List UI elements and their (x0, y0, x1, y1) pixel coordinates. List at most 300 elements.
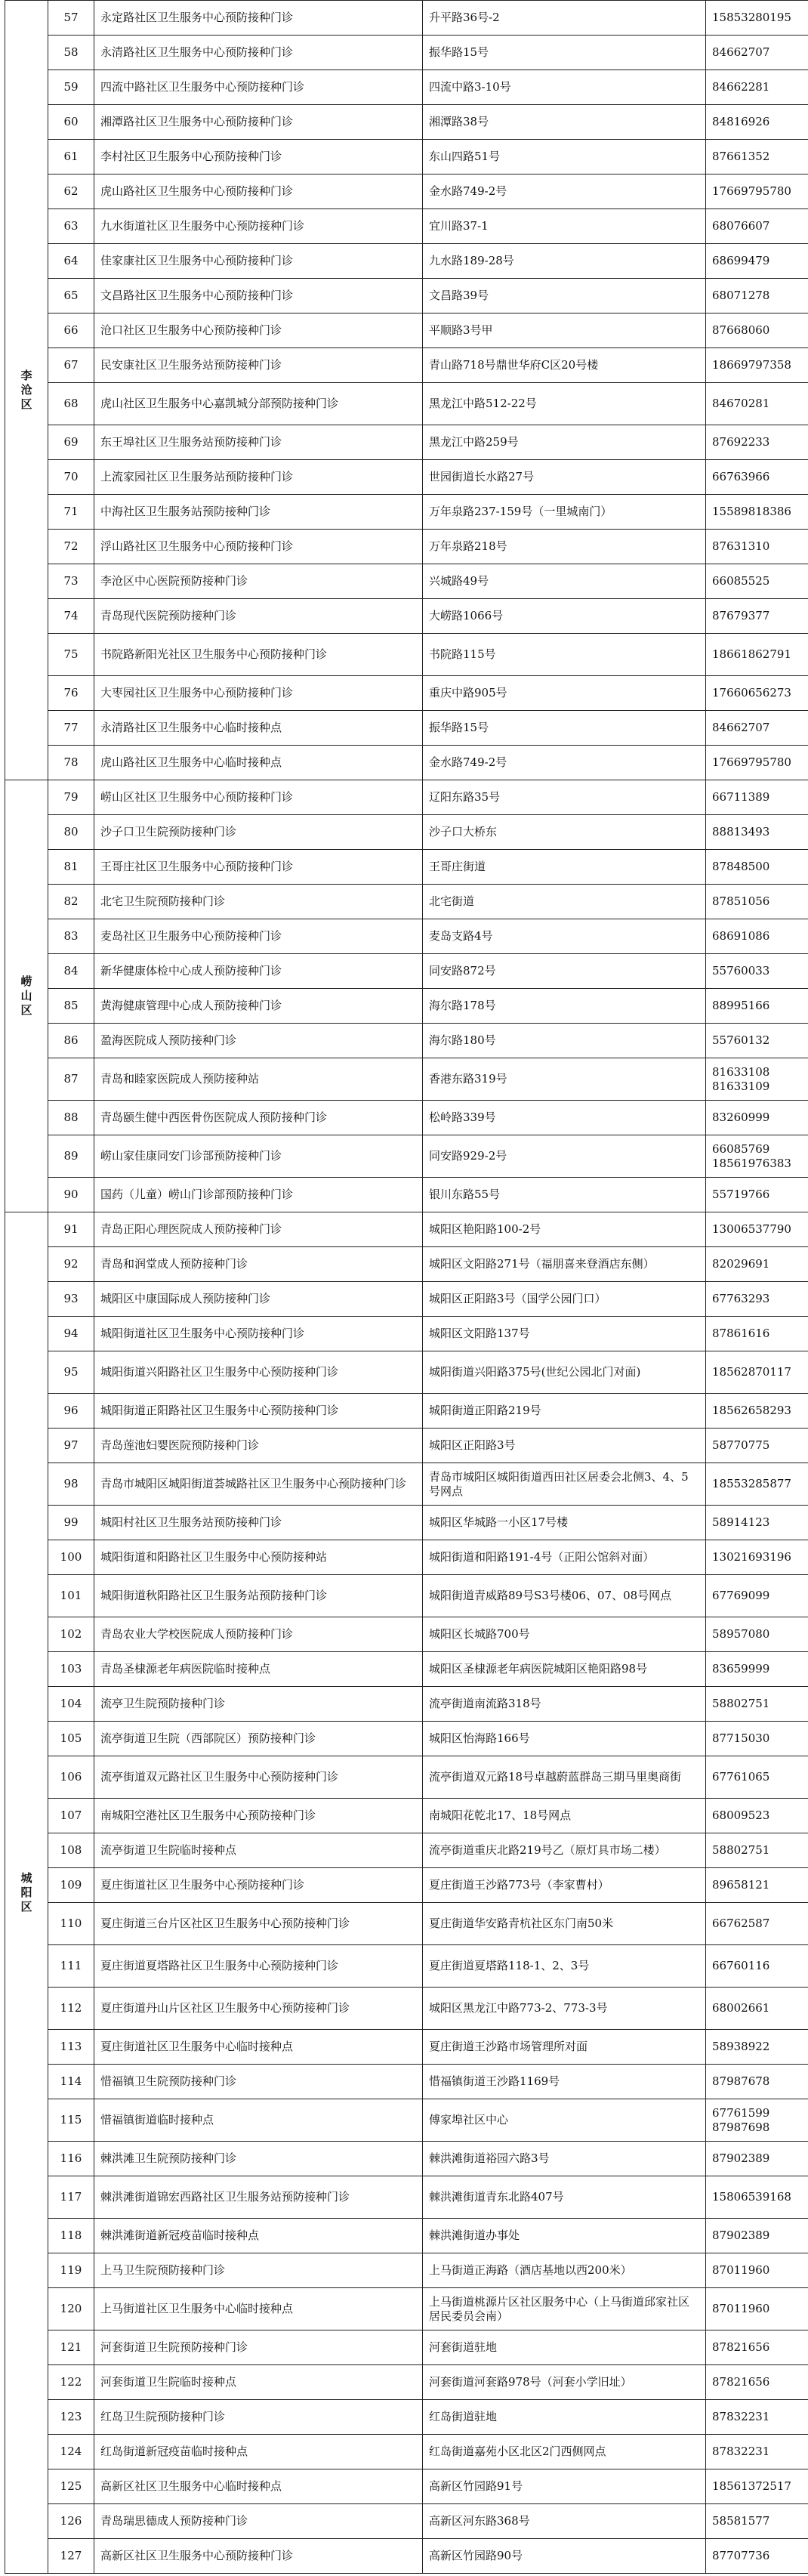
site-address: 宜川路37-1 (423, 209, 706, 244)
site-address: 重庆中路905号 (423, 676, 706, 711)
row-number: 83 (48, 919, 94, 954)
site-name: 青岛圣棣源老年病医院临时接种点 (94, 1652, 423, 1687)
row-number: 86 (48, 1024, 94, 1058)
table-row (5, 1212, 808, 1247)
site-address: 红岛街道嘉苑小区北区2门西侧网点 (423, 2435, 706, 2469)
row-number: 123 (48, 2400, 94, 2435)
site-phone: 84662281 (706, 70, 808, 105)
site-phone: 84816926 (706, 105, 808, 140)
site-name: 夏庄街道三台片区社区卫生服务中心预防接种门诊 (94, 1903, 423, 1945)
site-phone: 66711389 (706, 780, 808, 815)
site-name: 红岛卫生院预防接种门诊 (94, 2400, 423, 2435)
site-address: 麦岛支路4号 (423, 919, 706, 954)
row-number: 77 (48, 711, 94, 746)
table-row (5, 1247, 808, 1282)
site-address: 高新区竹园路90号 (423, 2539, 706, 2574)
site-address: 松岭路339号 (423, 1101, 706, 1135)
site-address: 北宅街道 (423, 885, 706, 919)
table-row (5, 711, 808, 746)
table-row (5, 2435, 808, 2469)
site-phone: 58581577 (706, 2504, 808, 2539)
row-number: 119 (48, 2253, 94, 2288)
table-row (5, 1833, 808, 1868)
table-row (5, 1135, 808, 1178)
table-row (5, 105, 808, 140)
site-name: 四流中路社区卫生服务中心预防接种门诊 (94, 70, 423, 105)
site-address: 河套街道河套路978号（河套小学旧址） (423, 2365, 706, 2400)
site-phone: 87668060 (706, 314, 808, 348)
row-number: 61 (48, 140, 94, 175)
site-address: 万年泉路237-159号（一里城南门） (423, 495, 706, 530)
site-phone: 17660656273 (706, 676, 808, 711)
site-name: 东王埠社区卫生服务站预防接种门诊 (94, 425, 423, 460)
table-row (5, 2400, 808, 2435)
table-row (5, 676, 808, 711)
row-number: 69 (48, 425, 94, 460)
row-number: 79 (48, 780, 94, 815)
row-number: 112 (48, 1988, 94, 2030)
site-name: 青岛现代医院预防接种门诊 (94, 599, 423, 634)
site-name: 青岛和润堂成人预防接种门诊 (94, 1247, 423, 1282)
table-row (5, 2142, 808, 2176)
row-number: 62 (48, 175, 94, 209)
site-phone: 68076607 (706, 209, 808, 244)
table-row (5, 2253, 808, 2288)
site-phone: 67763293 (706, 1282, 808, 1317)
site-phone: 87987678 (706, 2065, 808, 2099)
row-number: 102 (48, 1617, 94, 1652)
site-address: 高新区河东路368号 (423, 2504, 706, 2539)
site-name: 青岛市城阳区城阳街道荟城路社区卫生服务中心预防接种门诊 (94, 1463, 423, 1506)
table-row (5, 599, 808, 634)
site-address: 振华路15号 (423, 711, 706, 746)
site-address: 金水路749-2号 (423, 746, 706, 780)
site-address: 辽阳东路35号 (423, 780, 706, 815)
site-address: 傅家埠社区中心 (423, 2099, 706, 2142)
row-number: 109 (48, 1868, 94, 1903)
row-number: 113 (48, 2030, 94, 2065)
row-number: 125 (48, 2469, 94, 2504)
site-address: 城阳区文阳路137号 (423, 1317, 706, 1351)
row-number: 78 (48, 746, 94, 780)
site-name: 城阳街道和阳路社区卫生服务中心预防接种站 (94, 1540, 423, 1575)
site-phone: 17669795780 (706, 746, 808, 780)
site-address: 沙子口大桥东 (423, 815, 706, 850)
table-row (5, 850, 808, 885)
site-address: 城阳区圣棣源老年病医院城阳区艳阳路98号 (423, 1652, 706, 1687)
table-row (5, 1540, 808, 1575)
site-address: 棘洪滩街道青东北路407号 (423, 2176, 706, 2219)
table-row (5, 244, 808, 279)
site-name: 虎山路社区卫生服务中心预防接种门诊 (94, 175, 423, 209)
site-address: 黑龙江中路512-22号 (423, 383, 706, 425)
site-address: 海尔路180号 (423, 1024, 706, 1058)
site-name: 崂山家佳康同安门诊部预防接种门诊 (94, 1135, 423, 1178)
site-name: 城阳街道正阳路社区卫生服务中心预防接种门诊 (94, 1394, 423, 1429)
row-number: 95 (48, 1351, 94, 1394)
table-row (5, 1799, 808, 1833)
site-phone: 87679377 (706, 599, 808, 634)
table-row (5, 815, 808, 850)
row-number: 116 (48, 2142, 94, 2176)
site-name: 河套街道卫生院预防接种门诊 (94, 2330, 423, 2365)
site-phone: 68009523 (706, 1799, 808, 1833)
site-name: 永清路社区卫生服务中心预防接种门诊 (94, 36, 423, 70)
site-phone: 55760033 (706, 954, 808, 989)
site-phone: 66085525 (706, 564, 808, 599)
site-phone: 81633108 81633109 (706, 1058, 808, 1101)
table-row (5, 2219, 808, 2253)
site-name: 棘洪滩卫生院预防接种门诊 (94, 2142, 423, 2176)
site-address: 棘洪滩街道裕园六路3号 (423, 2142, 706, 2176)
site-name: 夏庄街道丹山片区社区卫生服务中心预防接种门诊 (94, 1988, 423, 2030)
table-row (5, 2539, 808, 2574)
row-number: 98 (48, 1463, 94, 1506)
table-row (5, 1178, 808, 1212)
site-phone: 87851056 (706, 885, 808, 919)
table-row (5, 2469, 808, 2504)
site-address: 红岛街道驻地 (423, 2400, 706, 2435)
district-cell (5, 780, 48, 1212)
table-row (5, 1652, 808, 1687)
site-name: 夏庄街道社区卫生服务中心临时接种点 (94, 2030, 423, 2065)
site-address: 上马街道正海路（酒店基地以西200米） (423, 2253, 706, 2288)
row-number: 63 (48, 209, 94, 244)
site-phone: 17669795780 (706, 175, 808, 209)
site-address: 万年泉路218号 (423, 530, 706, 564)
site-address: 城阳区文阳路271号（福朋喜来登酒店东侧） (423, 1247, 706, 1282)
row-number: 85 (48, 989, 94, 1024)
district-cell (5, 1212, 48, 2574)
site-phone: 58802751 (706, 1687, 808, 1722)
row-number: 124 (48, 2435, 94, 2469)
row-number: 99 (48, 1506, 94, 1540)
site-phone: 87631310 (706, 530, 808, 564)
site-name: 青岛颐生健中西医骨伤医院成人预防接种门诊 (94, 1101, 423, 1135)
site-phone: 58770775 (706, 1429, 808, 1463)
site-name: 李沧区中心医院预防接种门诊 (94, 564, 423, 599)
row-number: 101 (48, 1575, 94, 1617)
site-phone: 82029691 (706, 1247, 808, 1282)
table-row (5, 2065, 808, 2099)
site-phone: 68691086 (706, 919, 808, 954)
table-row (5, 1903, 808, 1945)
row-number: 122 (48, 2365, 94, 2400)
site-name: 高新区社区卫生服务中心预防接种门诊 (94, 2539, 423, 2574)
site-address: 东山四路51号 (423, 140, 706, 175)
table-row (5, 1988, 808, 2030)
site-name: 红岛街道新冠疫苗临时接种点 (94, 2435, 423, 2469)
site-name: 黄海健康管理中心成人预防接种门诊 (94, 989, 423, 1024)
row-number: 91 (48, 1212, 94, 1247)
site-name: 虎山路社区卫生服务中心临时接种点 (94, 746, 423, 780)
site-address: 城阳区艳阳路100-2号 (423, 1212, 706, 1247)
row-number: 92 (48, 1247, 94, 1282)
site-name: 流亭街道卫生院临时接种点 (94, 1833, 423, 1868)
row-number: 110 (48, 1903, 94, 1945)
table-row (5, 2504, 808, 2539)
row-number: 89 (48, 1135, 94, 1178)
site-name: 大枣园社区卫生服务中心预防接种门诊 (94, 676, 423, 711)
site-name: 夏庄街道夏塔路社区卫生服务中心预防接种门诊 (94, 1945, 423, 1988)
table-row (5, 36, 808, 70)
site-name: 上马街道社区卫生服务中心临时接种点 (94, 2288, 423, 2330)
site-name: 夏庄街道社区卫生服务中心预防接种门诊 (94, 1868, 423, 1903)
site-phone: 87902389 (706, 2142, 808, 2176)
table-row (5, 1101, 808, 1135)
table-row (5, 1756, 808, 1799)
table-row (5, 1722, 808, 1756)
table-row (5, 383, 808, 425)
row-number: 67 (48, 348, 94, 383)
row-number: 105 (48, 1722, 94, 1756)
site-phone: 87821656 (706, 2365, 808, 2400)
site-address: 高新区竹园路91号 (423, 2469, 706, 2504)
table-row (5, 279, 808, 314)
site-address: 世园街道长水路27号 (423, 460, 706, 495)
row-number: 107 (48, 1799, 94, 1833)
district-name: 城阳区 (20, 1871, 32, 1913)
site-phone: 66085769 18561976383 (706, 1135, 808, 1178)
site-phone: 87902389 (706, 2219, 808, 2253)
site-name: 青岛农业大学校医院成人预防接种门诊 (94, 1617, 423, 1652)
table-row (5, 1687, 808, 1722)
site-name: 沙子口卫生院预防接种门诊 (94, 815, 423, 850)
table-row (5, 209, 808, 244)
site-phone: 87821656 (706, 2330, 808, 2365)
row-number: 117 (48, 2176, 94, 2219)
site-name: 麦岛社区卫生服务中心预防接种门诊 (94, 919, 423, 954)
site-name: 青岛莲池妇婴医院预防接种门诊 (94, 1429, 423, 1463)
row-number: 115 (48, 2099, 94, 2142)
site-phone: 84662707 (706, 36, 808, 70)
site-name: 惜福镇卫生院预防接种门诊 (94, 2065, 423, 2099)
table-row (5, 564, 808, 599)
row-number: 70 (48, 460, 94, 495)
table-row (5, 2030, 808, 2065)
site-name: 青岛正阳心理医院成人预防接种门诊 (94, 1212, 423, 1247)
site-name: 惜福镇街道临时接种点 (94, 2099, 423, 2142)
site-name: 沧口社区卫生服务中心预防接种门诊 (94, 314, 423, 348)
site-address: 四流中路3-10号 (423, 70, 706, 105)
table-row (5, 2365, 808, 2400)
site-phone: 18561372517 (706, 2469, 808, 2504)
table-row (5, 1868, 808, 1903)
site-name: 棘洪滩街道新冠疫苗临时接种点 (94, 2219, 423, 2253)
site-name: 书院路新阳光社区卫生服务中心预防接种门诊 (94, 634, 423, 676)
site-phone: 87661352 (706, 140, 808, 175)
site-address: 城阳街道正阳路219号 (423, 1394, 706, 1429)
row-number: 74 (48, 599, 94, 634)
site-address: 城阳区华城路一小区17号楼 (423, 1506, 706, 1540)
site-address: 湘潭路38号 (423, 105, 706, 140)
row-number: 94 (48, 1317, 94, 1351)
site-phone: 87011960 (706, 2253, 808, 2288)
table-row (5, 1506, 808, 1540)
site-phone: 87848500 (706, 850, 808, 885)
site-phone: 58957080 (706, 1617, 808, 1652)
site-address: 银川东路55号 (423, 1178, 706, 1212)
site-phone: 58938922 (706, 2030, 808, 2065)
site-phone: 67761065 (706, 1756, 808, 1799)
table-row (5, 2099, 808, 2142)
site-phone: 87707736 (706, 2539, 808, 2574)
row-number: 71 (48, 495, 94, 530)
row-number: 58 (48, 36, 94, 70)
row-number: 82 (48, 885, 94, 919)
site-phone: 68071278 (706, 279, 808, 314)
row-number: 72 (48, 530, 94, 564)
site-name: 河套街道卫生院临时接种点 (94, 2365, 423, 2400)
site-name: 崂山区社区卫生服务中心预防接种门诊 (94, 780, 423, 815)
site-phone: 15806539168 (706, 2176, 808, 2219)
site-name: 中海社区卫生服务站预防接种门诊 (94, 495, 423, 530)
site-phone: 88995166 (706, 989, 808, 1024)
site-name: 民安康社区卫生服务站预防接种门诊 (94, 348, 423, 383)
site-address: 九水路189-28号 (423, 244, 706, 279)
row-number: 103 (48, 1652, 94, 1687)
site-address: 兴城路49号 (423, 564, 706, 599)
site-phone: 18669797358 (706, 348, 808, 383)
site-phone: 13021693196 (706, 1540, 808, 1575)
row-number: 126 (48, 2504, 94, 2539)
site-address: 平顺路3号甲 (423, 314, 706, 348)
row-number: 76 (48, 676, 94, 711)
site-address: 棘洪滩街道办事处 (423, 2219, 706, 2253)
site-name: 文昌路社区卫生服务中心预防接种门诊 (94, 279, 423, 314)
site-address: 同安路929-2号 (423, 1135, 706, 1178)
site-name: 流亭街道卫生院（西部院区）预防接种门诊 (94, 1722, 423, 1756)
site-name: 九水街道社区卫生服务中心预防接种门诊 (94, 209, 423, 244)
table-row (5, 1575, 808, 1617)
row-number: 75 (48, 634, 94, 676)
site-name: 上流家园社区卫生服务站预防接种门诊 (94, 460, 423, 495)
site-name: 青岛和睦家医院成人预防接种站 (94, 1058, 423, 1101)
table-row (5, 175, 808, 209)
site-address: 城阳区长城路700号 (423, 1617, 706, 1652)
table-row (5, 1351, 808, 1394)
row-number: 64 (48, 244, 94, 279)
district-name: 崂山区 (20, 974, 32, 1017)
table-row (5, 919, 808, 954)
row-number: 65 (48, 279, 94, 314)
site-name: 城阳街道秋阳路社区卫生服务站预防接种门诊 (94, 1575, 423, 1617)
site-address: 南城阳花乾北17、18号网点 (423, 1799, 706, 1833)
site-address: 城阳区怡海路166号 (423, 1722, 706, 1756)
site-name: 棘洪滩街道锦宏西路社区卫生服务站预防接种门诊 (94, 2176, 423, 2219)
site-phone: 88813493 (706, 815, 808, 850)
site-address: 城阳区黑龙江中路773-2、773-3号 (423, 1988, 706, 2030)
row-number: 121 (48, 2330, 94, 2365)
table-row (5, 634, 808, 676)
row-number: 96 (48, 1394, 94, 1429)
row-number: 111 (48, 1945, 94, 1988)
site-phone: 66763966 (706, 460, 808, 495)
site-name: 城阳村社区卫生服务站预防接种门诊 (94, 1506, 423, 1540)
site-name: 浮山路社区卫生服务中心预防接种门诊 (94, 530, 423, 564)
site-name: 永定路社区卫生服务中心预防接种门诊 (94, 1, 423, 36)
table-row (5, 530, 808, 564)
row-number: 114 (48, 2065, 94, 2099)
site-name: 永清路社区卫生服务中心临时接种点 (94, 711, 423, 746)
site-address: 城阳街道兴阳路375号(世纪公园北门对面) (423, 1351, 706, 1394)
row-number: 60 (48, 105, 94, 140)
table-row (5, 1945, 808, 1988)
table-row (5, 495, 808, 530)
row-number: 90 (48, 1178, 94, 1212)
site-address: 升平路36号-2 (423, 1, 706, 36)
site-address: 文昌路39号 (423, 279, 706, 314)
site-name: 湘潭路社区卫生服务中心预防接种门诊 (94, 105, 423, 140)
site-phone: 87692233 (706, 425, 808, 460)
row-number: 108 (48, 1833, 94, 1868)
row-number: 106 (48, 1756, 94, 1799)
site-address: 流亭街道双元路18号卓越蔚蓝群岛三期马里奥商街 (423, 1756, 706, 1799)
row-number: 68 (48, 383, 94, 425)
table-row (5, 314, 808, 348)
site-address: 同安路872号 (423, 954, 706, 989)
row-number: 88 (48, 1101, 94, 1135)
row-number: 80 (48, 815, 94, 850)
site-name: 高新区社区卫生服务中心临时接种点 (94, 2469, 423, 2504)
site-phone: 68699479 (706, 244, 808, 279)
site-phone: 55719766 (706, 1178, 808, 1212)
site-phone: 18661862791 (706, 634, 808, 676)
site-phone: 58802751 (706, 1833, 808, 1868)
site-address: 夏庄街道王沙路市场管理所对面 (423, 2030, 706, 2065)
row-number: 104 (48, 1687, 94, 1722)
row-number: 81 (48, 850, 94, 885)
site-phone: 84670281 (706, 383, 808, 425)
row-number: 57 (48, 1, 94, 36)
site-address: 黑龙江中路259号 (423, 425, 706, 460)
site-address: 金水路749-2号 (423, 175, 706, 209)
row-number: 73 (48, 564, 94, 599)
table-row (5, 2288, 808, 2330)
site-phone: 87832231 (706, 2400, 808, 2435)
table-row (5, 954, 808, 989)
site-phone: 67769099 (706, 1575, 808, 1617)
table-row (5, 1058, 808, 1101)
site-address: 书院路115号 (423, 634, 706, 676)
site-phone: 66760116 (706, 1945, 808, 1988)
site-name: 流亭卫生院预防接种门诊 (94, 1687, 423, 1722)
site-phone: 68002661 (706, 1988, 808, 2030)
table-row (5, 1282, 808, 1317)
site-name: 城阳街道兴阳路社区卫生服务中心预防接种门诊 (94, 1351, 423, 1394)
site-address: 城阳区正阳路3号（国学公园门口） (423, 1282, 706, 1317)
site-phone: 15589818386 (706, 495, 808, 530)
site-phone: 87011960 (706, 2288, 808, 2330)
row-number: 66 (48, 314, 94, 348)
site-name: 青岛瑞思德成人预防接种门诊 (94, 2504, 423, 2539)
table-row (5, 885, 808, 919)
table-row (5, 780, 808, 815)
site-name: 城阳区中康国际成人预防接种门诊 (94, 1282, 423, 1317)
site-address: 城阳街道和阳路191-4号（正阳公馆斜对面） (423, 1540, 706, 1575)
site-name: 北宅卫生院预防接种门诊 (94, 885, 423, 919)
table-row (5, 1617, 808, 1652)
table-row (5, 1024, 808, 1058)
site-address: 青岛市城阳区城阳街道西田社区居委会北侧3、4、5号网点 (423, 1463, 706, 1506)
site-phone: 83260999 (706, 1101, 808, 1135)
site-phone: 58914123 (706, 1506, 808, 1540)
table-row (5, 460, 808, 495)
table-row (5, 1429, 808, 1463)
table-row (5, 746, 808, 780)
site-address: 大崂路1066号 (423, 599, 706, 634)
table-row (5, 2330, 808, 2365)
